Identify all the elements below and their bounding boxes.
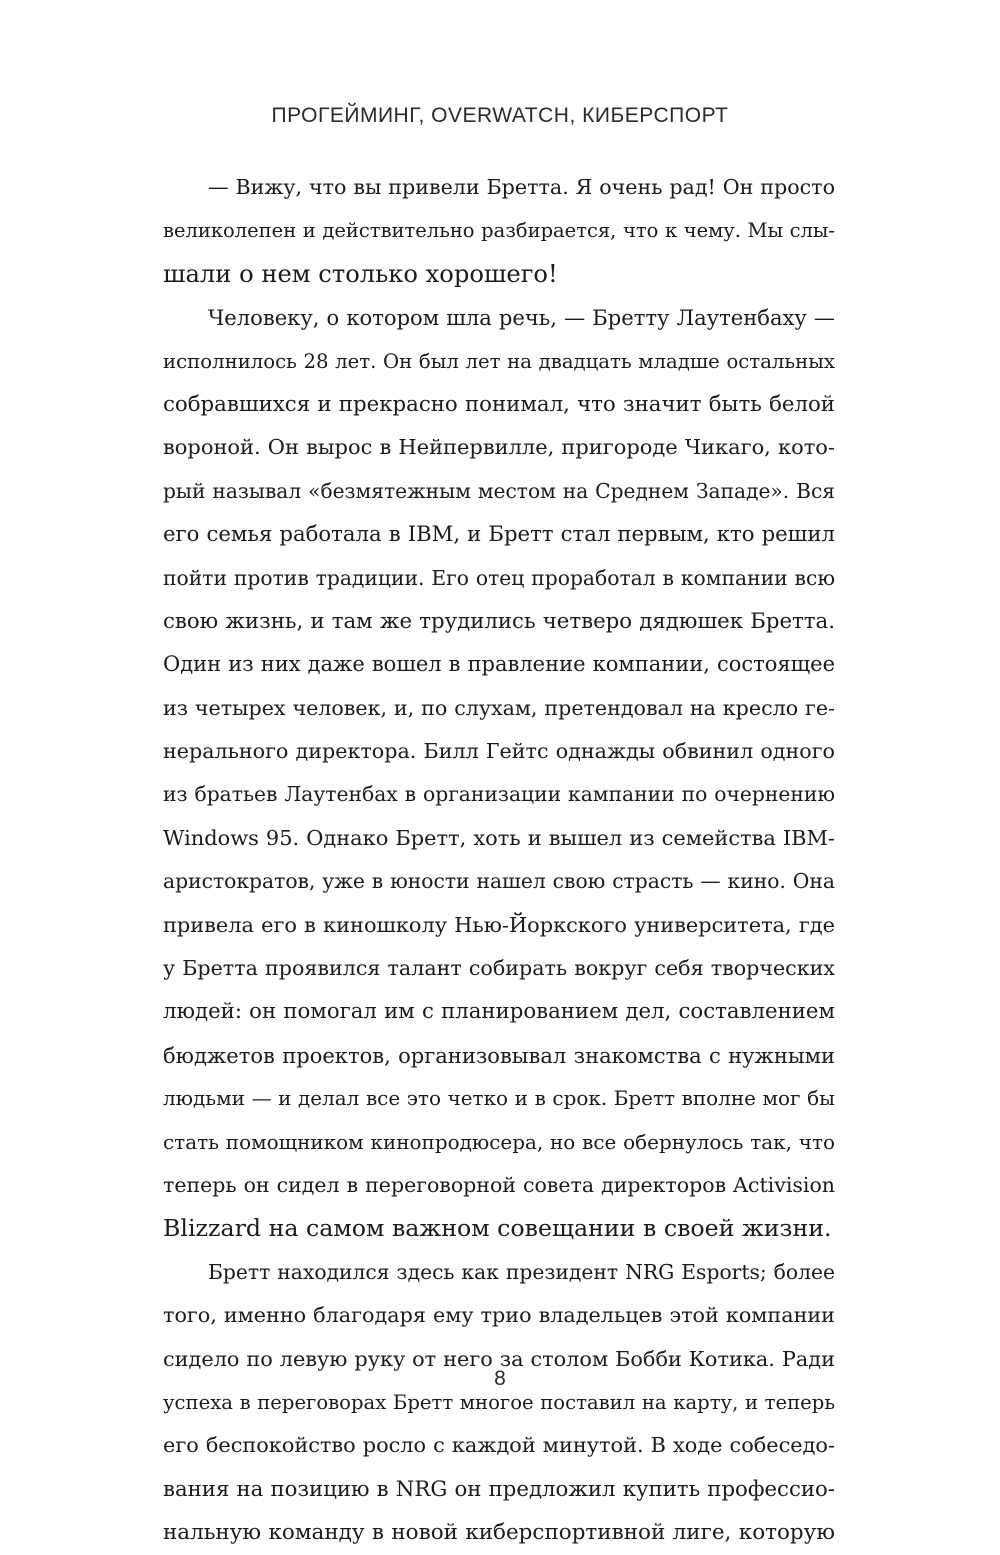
text-line: теперь он сидел в переговорной совета директоров Activision	[163, 1172, 835, 1197]
text-line: шали о нем столько хорошего!	[163, 259, 558, 288]
text-line: аристократов, уже в юности нашел свою страсть — кино. Она	[163, 869, 835, 894]
text-line: Бретт находился здесь как президент NRG Esports; более	[208, 1259, 835, 1284]
text-line: Человеку, о котором шла речь, — Бретту Лаутенбаху —	[208, 305, 835, 331]
text-line: его семья работала в IBM, и Бретт стал первым, кто решил	[163, 522, 835, 548]
text-line: привела его в киношколу Нью-Йоркского университета, где	[163, 912, 835, 937]
body-text	[163, 166, 835, 1555]
page-number: 8	[494, 1367, 506, 1390]
text-line: пойти против традиции. Его отец проработал в компании всю	[163, 565, 835, 590]
text-line: того, именно благодаря ему трио владельцев этой компании	[163, 1303, 835, 1328]
text-line: исполнилось 28 лет. Он был лет на двадцать младше остальных	[163, 349, 835, 373]
text-line: бюджетов проектов, организовывал знакомства с нужными	[163, 1042, 835, 1068]
text-line: нерального директора. Билл Гейтс однажды обвинил одного	[163, 739, 835, 764]
text-line: людьми — и делал все это четко и в срок. Бретт вполне мог бы	[163, 1086, 835, 1111]
text-line: Blizzard на самом важном совещании в своей жизни.	[163, 1214, 832, 1243]
text-line: собравшихся и прекрасно понимал, что значит быть белой	[163, 391, 835, 417]
text-line: рый называл «безмятежным местом на Среднем Западе». Вся	[163, 478, 835, 503]
text-line: — Вижу, что вы привели Бретта. Я очень рад! Он просто	[208, 175, 835, 199]
text-line: людей: он помогал им с планированием дел, составлением	[163, 999, 835, 1025]
text-line: вороной. Он вырос в Нейпервилле, пригороде Чикаго, кото-	[163, 435, 835, 460]
text-line: свою жизнь, и там же трудились четверо дядюшек Бретта.	[163, 608, 835, 634]
text-line: из четырех человек, и, по слухам, претендовал на кресло ге-	[163, 695, 835, 720]
text-line: Один из них даже вошел в правление компании, состоящее	[163, 652, 835, 677]
text-line: великолепен и действительно разбирается, что к чему. Мы слы-	[163, 219, 835, 243]
running-head: ПРОГЕЙМИНГ, OVERWATCH, КИБЕРСПОРТ	[271, 104, 729, 127]
text-line: сидело по левую руку от него за столом Бобби Котика. Ради	[163, 1346, 835, 1371]
text-line: стать помощником кинопродюсера, но все обернулось так, что	[163, 1129, 835, 1154]
text-line: нальную команду в новой киберспортивной лиге, которую	[163, 1520, 835, 1546]
text-line: у Бретта проявился талант собирать вокруг себя творческих	[163, 956, 835, 981]
text-line: его беспокойство росло с каждой минутой. В ходе собеседо-	[163, 1433, 835, 1458]
text-line: Windows 95. Однако Бретт, хоть и вышел из семейства IBM-	[163, 825, 835, 850]
text-line: вания на позицию в NRG он предложил купить профессио-	[163, 1476, 835, 1502]
text-line: из братьев Лаутенбах в организации кампании по очернению	[163, 782, 835, 807]
text-line: успеха в переговорах Бретт многое поставил на карту, и теперь	[163, 1390, 835, 1414]
